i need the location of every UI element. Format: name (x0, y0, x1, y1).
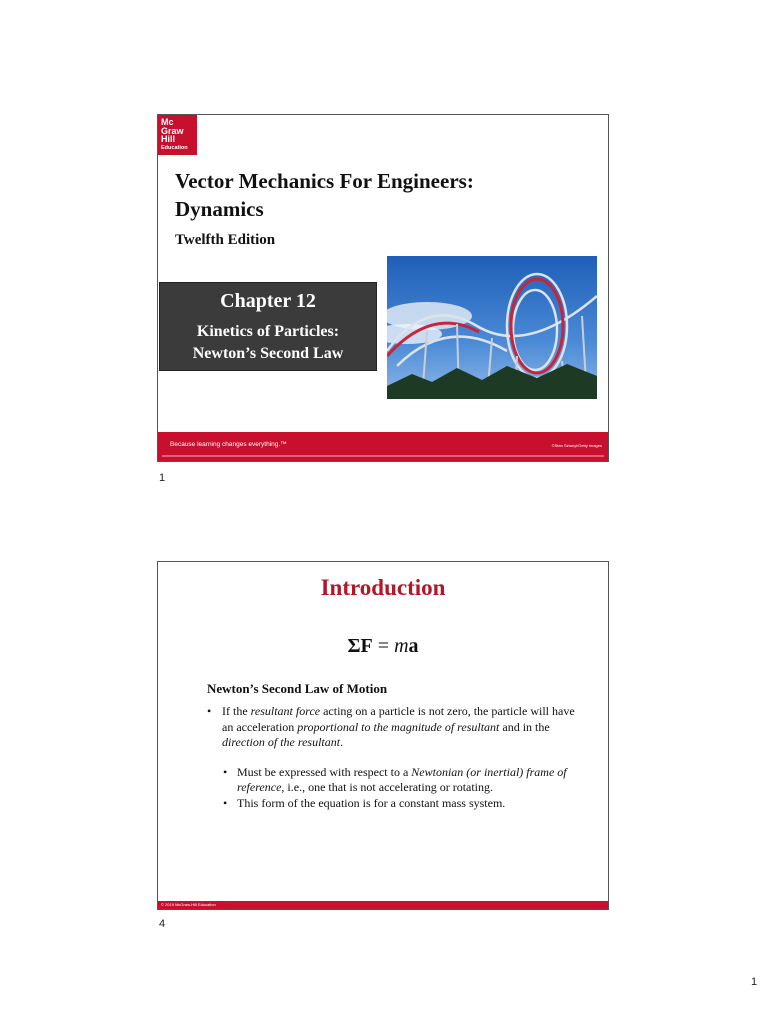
list-item: • Must be expressed with respect to a Newtonian (or inertial) frame of reference, i.e., one that is not accelerating or rotating. (223, 765, 577, 796)
roller-coaster-photo (387, 256, 597, 399)
edition-label: Twelfth Edition (175, 232, 276, 248)
slide-title: Introduction (320, 575, 446, 600)
page-number: 1 (751, 976, 758, 988)
list-item: • This form of the equation is for a constant mass system. (223, 796, 577, 812)
slide-number-1: 1 (159, 472, 166, 484)
photo-credit: ©Stan Sztanyi/Getty Images (551, 443, 602, 448)
footer-bar (158, 901, 608, 910)
fine-print-line (162, 455, 604, 457)
bullet-list (207, 704, 577, 811)
tagline: Because learning changes everything.™ (170, 441, 287, 448)
section-heading: Newton’s Second Law of Motion (207, 681, 388, 696)
chapter-box (159, 282, 377, 371)
mcgraw-hill-logo: Mc Graw Hill Education (158, 115, 197, 155)
copyright: © 2019 McGraw-Hill Education (161, 902, 216, 907)
slide-number-4: 4 (159, 918, 166, 930)
list-item: • If the resultant force acting on a particle is not zero, the particle will have an acceleration proportional to the magnitude of resultant and in the direction of the resultant. (207, 704, 577, 751)
chapter-subtitle: Kinetics of Particles: Newton’s Second Law (192, 323, 344, 362)
book-title: Vector Mechanics For Engineers: Dynamics (175, 169, 474, 221)
slide-1 (157, 114, 609, 462)
slide-2 (157, 561, 609, 910)
equation: ΣF = ma (347, 635, 419, 657)
footer-bar (158, 432, 608, 462)
chapter-number: Chapter 12 (220, 290, 316, 312)
